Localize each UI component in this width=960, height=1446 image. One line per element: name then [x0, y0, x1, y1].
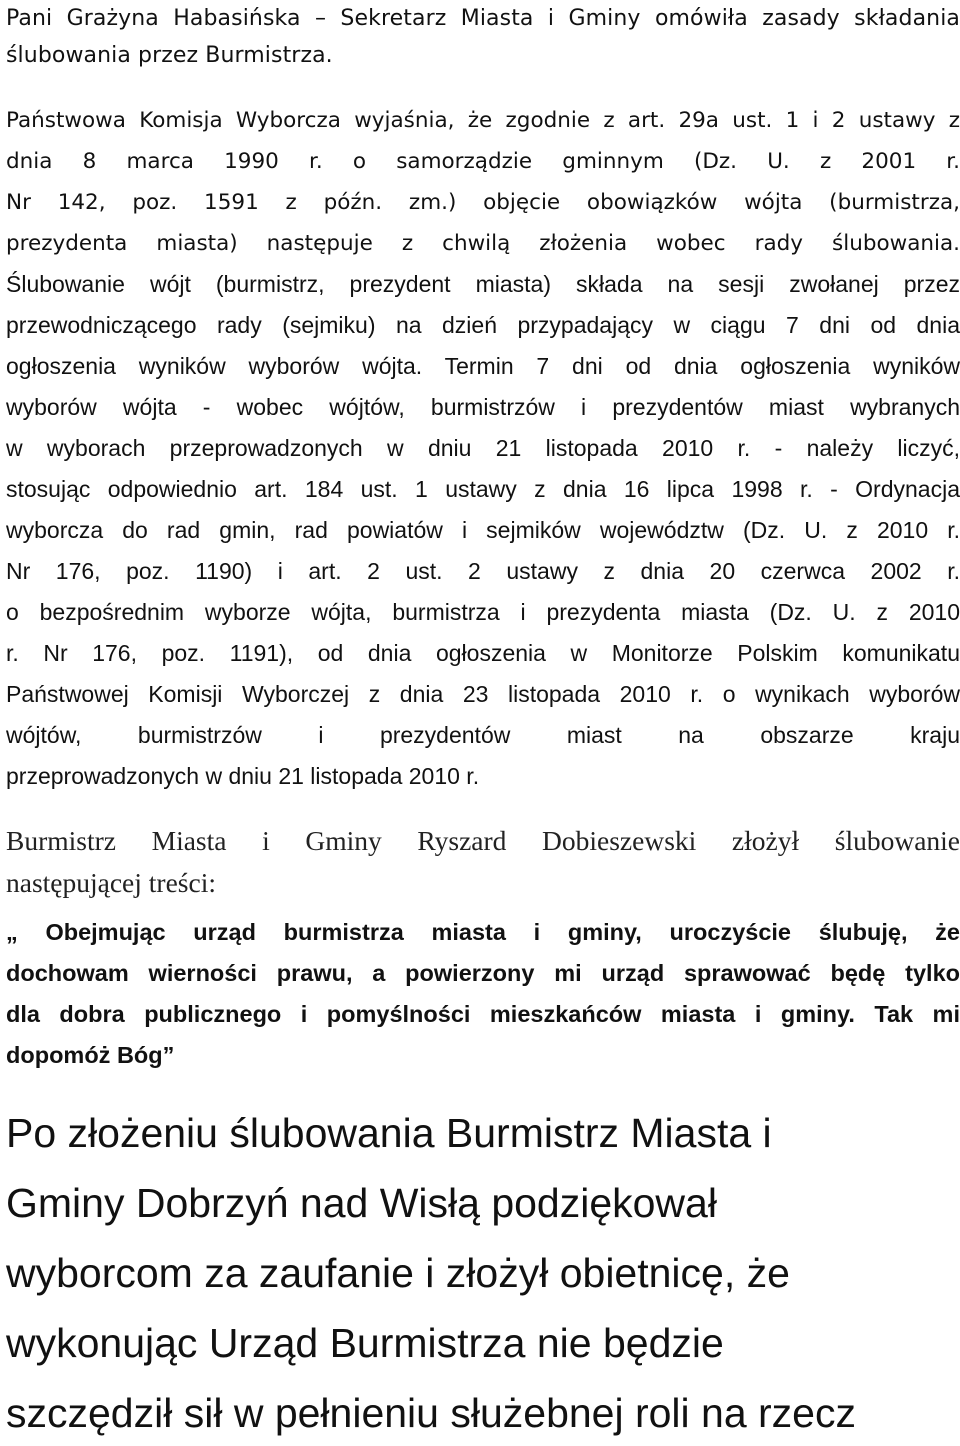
oath-line: dopomóż Bóg”: [6, 1042, 175, 1068]
oath-paragraph: [6, 912, 960, 1076]
closing-line: Po złożeniu ślubowania Burmistrz Miasta i: [6, 1110, 772, 1156]
oath-line: dla dobra publicznego i pomyślności mieszkańców miasta i gminy. Tak mi: [6, 1001, 960, 1027]
pkw-line: r. Nr 176, poz. 1191), od dnia ogłoszenia w Monitorze Polskim komunikatu: [6, 640, 960, 666]
oath-line: dochowam wierności prawu, a powierzony mi urząd sprawować będę tylko: [6, 960, 960, 986]
pkw-line: przewodniczącego rady (sejmiku) na dzień przypadający w ciągu 7 dni od dnia: [6, 312, 960, 338]
pkw-line: Państwowa Komisja Wyborcza wyjaśnia, że zgodnie z art. 29a ust. 1 i 2 ustawy z: [6, 108, 960, 133]
intro-paragraph: [6, 0, 960, 74]
intro-line: Pani Grażyna Habasińska – Sekretarz Miasta i Gminy omówiła zasady składania: [6, 6, 960, 31]
pkw-line: przeprowadzonych w dniu 21 listopada 2010 r.: [6, 763, 480, 789]
closing-paragraph: [6, 1098, 960, 1446]
burmistrz-paragraph: [6, 820, 960, 904]
pkw-line: Nr 142, poz. 1591 z późn. zm.) objęcie obowiązków wójta (burmistrza,: [6, 190, 960, 215]
pkw-line: ogłoszenia wyników wyborów wójta. Termin 7 dni od dnia ogłoszenia wyników: [6, 353, 960, 379]
burmistrz-line: Burmistrz Miasta i Gminy Ryszard Dobieszewski złożył ślubowanie: [6, 825, 960, 856]
pkw-line: dnia 8 marca 1990 r. o samorządzie gminnym (Dz. U. z 2001 r.: [6, 149, 960, 174]
pkw-line: Państwowej Komisji Wyborczej z dnia 23 listopada 2010 r. o wynikach wyborów: [6, 681, 960, 707]
pkw-line: stosując odpowiednio art. 184 ust. 1 ustawy z dnia 16 lipca 1998 r. - Ordynacja: [6, 476, 960, 502]
pkw-line: prezydenta miasta) następuje z chwilą złożenia wobec rady ślubowania.: [6, 231, 960, 256]
pkw-line: wójtów, burmistrzów i prezydentów miast na obszarze kraju: [6, 722, 960, 748]
pkw-paragraph: [6, 100, 960, 797]
intro-line: ślubowania przez Burmistrza.: [6, 43, 333, 68]
burmistrz-line: następującej treści:: [6, 867, 216, 898]
closing-line: Gminy Dobrzyń nad Wisłą podziękował: [6, 1180, 717, 1226]
pkw-line: w wyborach przeprowadzonych w dniu 21 listopada 2010 r. - należy liczyć,: [6, 435, 960, 461]
closing-line: wyborcom za zaufanie i złożył obietnicę, że: [6, 1250, 790, 1296]
pkw-line: Ślubowanie wójt (burmistrz, prezydent miasta) składa na sesji zwołanej przez: [6, 271, 960, 297]
oath-line: „ Obejmując urząd burmistrza miasta i gminy, uroczyście ślubuję, że: [6, 919, 960, 945]
pkw-line: Nr 176, poz. 1190) i art. 2 ust. 2 ustawy z dnia 20 czerwca 2002 r.: [6, 558, 960, 584]
pkw-line: o bezpośrednim wyborze wójta, burmistrza i prezydenta miasta (Dz. U. z 2010: [6, 599, 960, 625]
pkw-line: wyborcza do rad gmin, rad powiatów i sejmików województw (Dz. U. z 2010 r.: [6, 517, 960, 543]
pkw-line: wyborów wójta - wobec wójtów, burmistrzów i prezydentów miast wybranych: [6, 394, 960, 420]
closing-line: wykonując Urząd Burmistrza nie będzie: [6, 1320, 724, 1366]
closing-line: szczędził sił w pełnieniu służebnej roli na rzecz: [6, 1390, 856, 1436]
